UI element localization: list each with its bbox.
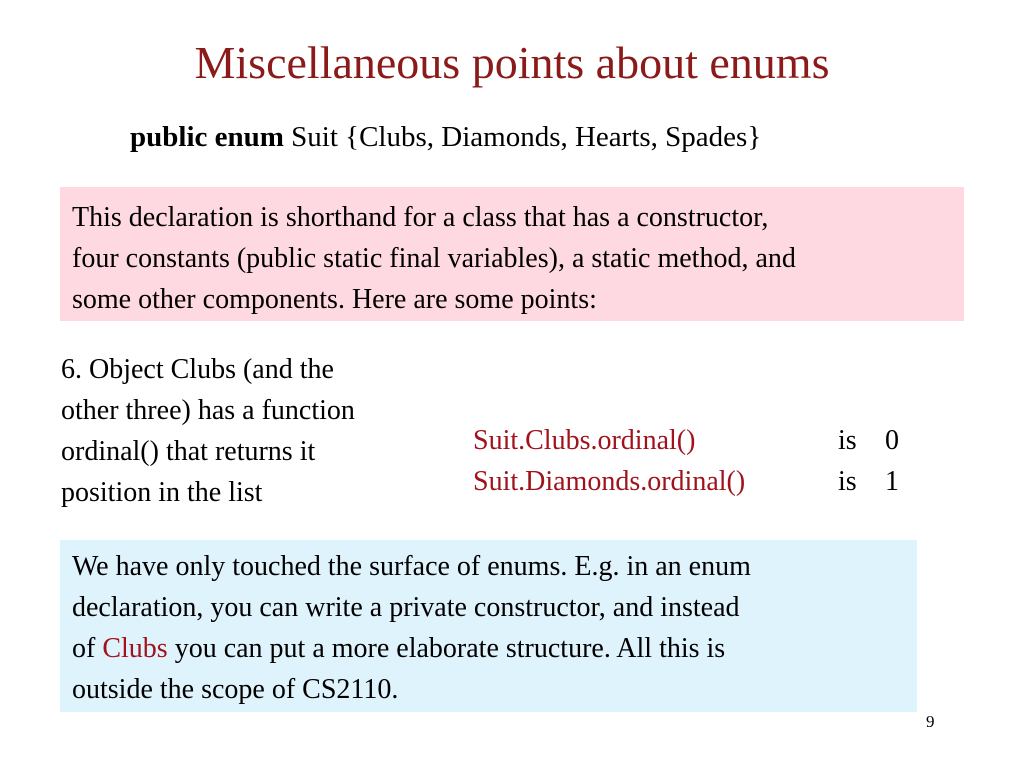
ordinal-row [473, 420, 913, 461]
ordinal-examples [473, 420, 913, 502]
scope-note-line: declaration, you can write a private constructor, and instead [72, 592, 740, 623]
ordinal-code: Suit.Diamonds.ordinal() [473, 466, 746, 497]
declaration-rest: Suit {Clubs, Diamonds, Hearts, Spades} [283, 121, 762, 153]
ordinal-is: is [838, 466, 857, 497]
explanation-line: some other components. Here are some points: [72, 284, 597, 315]
scope-note-line [72, 628, 905, 669]
explanation-line: four constants (public static final variables), a static method, and [72, 243, 796, 274]
page-number: 9 [926, 712, 935, 731]
ordinal-value: 0 [885, 425, 899, 456]
scope-note-text: of [72, 633, 103, 664]
point-6-text [61, 349, 431, 513]
scope-note-box [60, 540, 917, 712]
ordinal-value: 1 [885, 466, 899, 497]
scope-note-line: We have only touched the surface of enums. E.g. in an enum [72, 551, 751, 582]
scope-note-line: outside the scope of CS2110. [72, 674, 399, 705]
enum-declaration [130, 120, 761, 155]
point-6-line: position in the list [61, 477, 263, 508]
declaration-keywords: public enum [130, 121, 284, 153]
point-6-line: other three) has a function [61, 395, 355, 426]
point-6-line: 6. Object Clubs (and the [61, 354, 334, 385]
ordinal-row [473, 461, 913, 502]
explanation-line: This declaration is shorthand for a class that has a constructor, [72, 202, 769, 233]
explanation-box [60, 187, 964, 321]
ordinal-is: is [838, 425, 857, 456]
clubs-highlight: Clubs [102, 633, 168, 664]
ordinal-code: Suit.Clubs.ordinal() [473, 425, 696, 456]
slide-title: Miscellaneous points about enums [194, 37, 830, 88]
scope-note-text: you can put a more elaborate structure. All this is [167, 633, 726, 664]
point-6-line: ordinal() that returns it [61, 436, 316, 467]
